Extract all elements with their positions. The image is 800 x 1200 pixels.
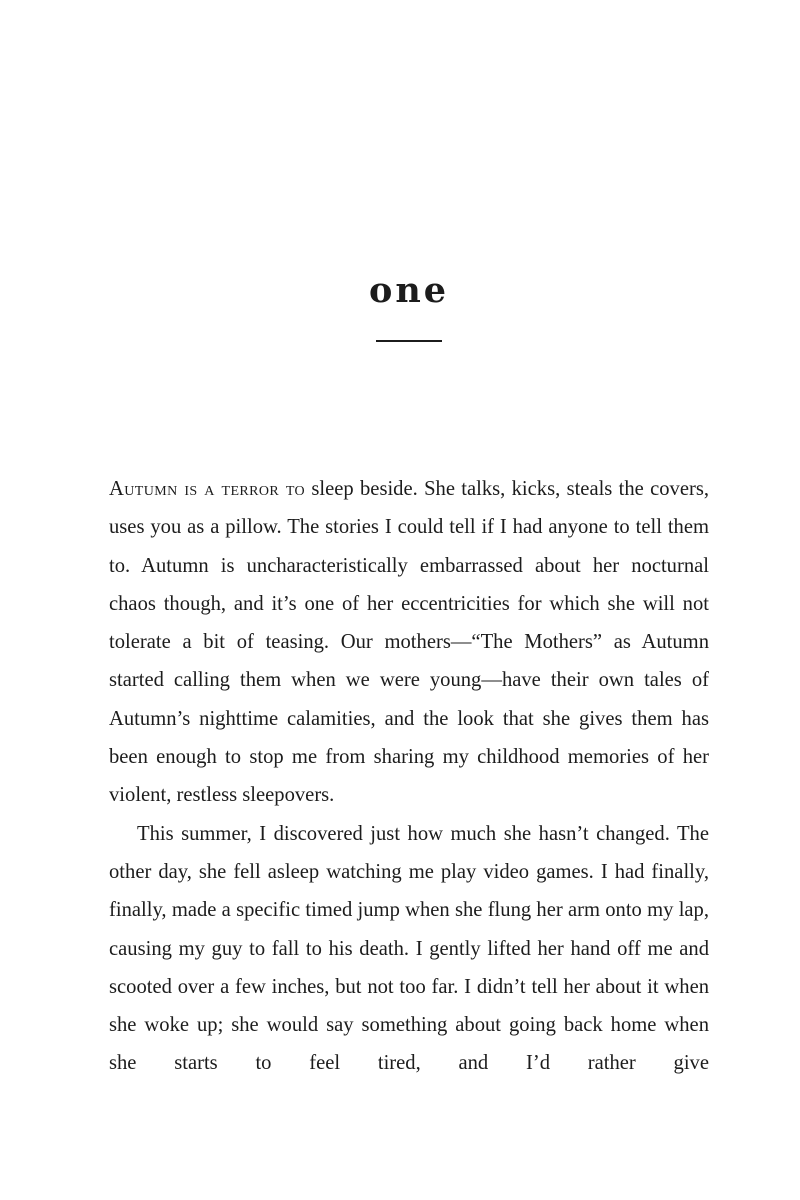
paragraph-1-text: sleep beside. She talks, kicks, steals the covers, uses you as a pillow. The stories I could tell if I had anyone to tell them to. Autumn is uncharacteristically embarrassed about her nocturnal chaos though, and it’s one of her eccentricities for which she will not tolerate a bit of teasing. Our mothers—“The Mothers” as Autumn started calling them when we were young—have their own tales of Autumn’s nighttime calamities, and the look that she gives them has been enough to stop me from sharing my childhood memories of her violent, restless sleepovers. bbox=[109, 478, 709, 807]
paragraph-2: This summer, I discovered just how much she hasn’t changed. The other day, she fell asleep watching me play video games. I had finally, finally, made a specific timed jump when she flung her arm onto my lap, causing my guy to fall to his death. I gently lifted her hand off me and scooted over a few inches, but not too far. I didn’t tell her about it when she woke up; she would say something about going back home when she starts to feel tired, and I’d rather give bbox=[109, 822, 709, 1075]
chapter-title: one bbox=[368, 270, 450, 311]
chapter-body bbox=[109, 470, 709, 1083]
paragraph-1-lead-in: Autumn is a terror to bbox=[109, 478, 306, 500]
chapter-title-rule bbox=[376, 340, 442, 342]
paragraph-1 bbox=[109, 470, 709, 815]
